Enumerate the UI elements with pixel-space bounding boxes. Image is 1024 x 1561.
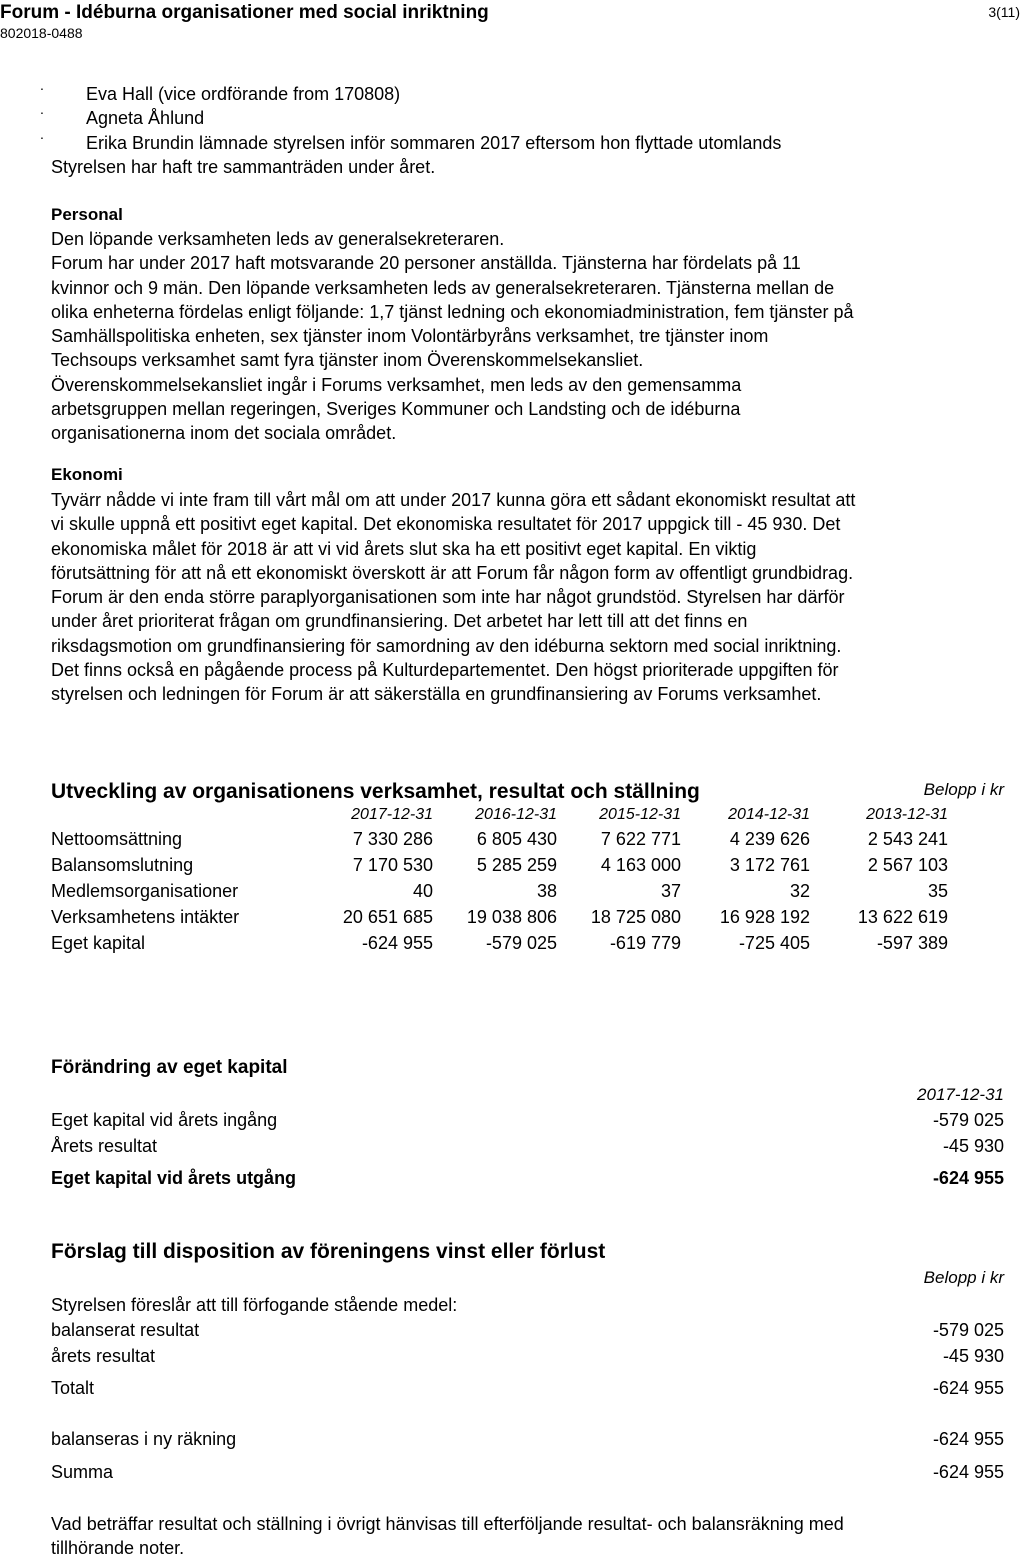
paragraph-line: arbetsgruppen mellan regeringen, Sveriges Kommuner och Landsting och de idéburna: [51, 399, 741, 420]
row-label: Eget kapital: [51, 932, 146, 953]
row-label: Medlemsorganisationer: [51, 880, 239, 901]
forandring-value: -45 930: [942, 1136, 1004, 1156]
board-member-item: Erika Brundin lämnade styrelsen inför sommaren 2017 eftersom hon flyttade utomlands: [86, 133, 782, 153]
paragraph-line: styrelsen och ledningen för Forum är att säkerställa en grundfinansiering av Forums verksamhet.: [51, 684, 822, 705]
table-cell: -597 389: [876, 932, 948, 953]
org-number: 802018-0488: [0, 25, 83, 41]
forslag-value: -624 955: [932, 1378, 1004, 1398]
row-label: Nettoomsättning: [51, 828, 183, 849]
paragraph-line: riksdagsmotion om grundfinansiering för samordning av den idéburna sektorn med social inriktning.: [51, 635, 842, 656]
paragraph-line: Forum är den enda större paraplyorganisationen som inte har något grundstöd. Styrelsen har därför: [51, 587, 845, 608]
forslag-label: balanserat resultat: [51, 1320, 200, 1340]
paragraph-line: under året prioriterat frågan om grundfinansiering. Det arbetet har lett till att det finns en: [51, 611, 748, 632]
personal-heading: Personal: [51, 205, 123, 224]
table-cell: 7 622 771: [600, 828, 681, 849]
paragraph-line: Vad beträffar resultat och ställning i övrigt hänvisas till efterföljande resultat- och balansräkning med: [51, 1514, 844, 1534]
row-label: Balansomslutning: [51, 854, 194, 875]
footer-text: [51, 1512, 844, 1561]
forslag-label: Totalt: [51, 1378, 95, 1398]
ekonomi-text: [51, 488, 855, 707]
table-cell: -579 025: [485, 932, 557, 953]
forslag-value: -624 955: [932, 1429, 1004, 1449]
table-row: [51, 904, 948, 930]
paragraph-line: vi skulle uppnå ett positivt eget kapital. Det ekonomiska resultatet för 2017 uppgick till - 45 930. Det: [51, 514, 841, 535]
forslag-label: balanseras i ny räkning: [51, 1429, 237, 1449]
forslag-label: Summa: [51, 1462, 114, 1482]
table-cell: 32: [789, 880, 810, 901]
table-cell: 6 805 430: [476, 828, 557, 849]
table-header-row: [51, 804, 948, 826]
utveckling-table: [51, 804, 948, 956]
forandring-label: Eget kapital vid årets ingång: [51, 1110, 278, 1130]
table-cell: 2 567 103: [867, 854, 948, 875]
paragraph-line: Techsoups verksamhet samt fyra tjänster inom Överenskommelsekansliet.: [51, 350, 644, 371]
forandring-date: 2017-12-31: [917, 1085, 1004, 1104]
paragraph-line: tillhörande noter.: [51, 1538, 185, 1559]
table-cell: 38: [536, 880, 557, 901]
column-date: 2015-12-31: [599, 806, 681, 823]
table-cell: 4 163 000: [600, 854, 681, 875]
personal-text: [51, 227, 854, 446]
table-cell: 2 543 241: [867, 828, 948, 849]
forandring-label: Årets resultat: [51, 1136, 158, 1156]
bullet-marker: ·: [39, 129, 45, 145]
column-date: 2017-12-31: [351, 806, 433, 823]
table-row: [51, 852, 948, 878]
board-member-item: Agneta Åhlund: [86, 108, 205, 128]
table-cell: -624 955: [361, 932, 433, 953]
paragraph-line: Forum har under 2017 haft motsvarande 20 personer anställda. Tjänsterna har fördelats på 11: [51, 253, 801, 274]
forandring-heading: Förändring av eget kapital: [51, 1057, 288, 1078]
table-cell: 35: [927, 880, 948, 901]
table-header-empty: [51, 804, 321, 826]
table-cell: 16 928 192: [719, 906, 810, 927]
forandring-value: -579 025: [932, 1110, 1004, 1130]
forslag-unit-label: Belopp i kr: [923, 1268, 1004, 1287]
paragraph-line: Överenskommelsekansliet ingår i Forums verksamhet, men leds av den gemensamma: [51, 374, 742, 395]
paragraph-line: ekonomiska målet för 2018 är att vi vid årets slut ska ha ett positivt eget kapital. En viktig: [51, 538, 757, 559]
utveckling-unit-label: Belopp i kr: [923, 780, 1004, 799]
bullet-marker: ·: [39, 104, 45, 120]
paragraph-line: förutsättning för att nå ett ekonomiskt överskott är att Forum får någon form av offentligt grundbidrag.: [51, 562, 854, 583]
paragraph-line: organisationerna inom det sociala området.: [51, 423, 397, 444]
table-cell: 19 038 806: [466, 906, 557, 927]
table-cell: 5 285 259: [476, 854, 557, 875]
table-row: [51, 878, 948, 904]
forandring-total-value: -624 955: [932, 1168, 1004, 1188]
forslag-value: -45 930: [942, 1346, 1004, 1366]
table-cell: 7 330 286: [352, 828, 433, 849]
forslag-value: -579 025: [932, 1320, 1004, 1340]
table-cell: -725 405: [738, 932, 810, 953]
table-cell: 18 725 080: [590, 906, 681, 927]
forslag-intro: Styrelsen föreslår att till förfogande stående medel:: [51, 1295, 458, 1315]
forslag-label: årets resultat: [51, 1346, 156, 1366]
document-title: Forum - Idéburna organisationer med social inriktning: [0, 2, 489, 23]
forslag-value: -624 955: [932, 1462, 1004, 1482]
forslag-heading: Förslag till disposition av föreningens vinst eller förlust: [51, 1240, 606, 1263]
table-cell: 37: [660, 880, 681, 901]
forandring-total-label: Eget kapital vid årets utgång: [51, 1168, 297, 1188]
table-cell: 20 651 685: [342, 906, 433, 927]
board-meetings-text: Styrelsen har haft tre sammanträden under året.: [51, 157, 436, 177]
column-date: 2016-12-31: [475, 806, 557, 823]
table-cell: -619 779: [609, 932, 681, 953]
table-cell: 13 622 619: [857, 906, 948, 927]
row-label: Verksamhetens intäkter: [51, 906, 240, 927]
table-cell: 7 170 530: [352, 854, 433, 875]
table-row: [51, 930, 948, 956]
paragraph-line: Tyvärr nådde vi inte fram till vårt mål om att under 2017 kunna göra ett sådant ekonomiskt resultat att: [51, 490, 856, 510]
table-cell: 3 172 761: [729, 854, 810, 875]
ekonomi-heading: Ekonomi: [51, 465, 123, 484]
utveckling-heading: Utveckling av organisationens verksamhet, resultat och ställning: [51, 780, 700, 803]
column-date: 2013-12-31: [866, 806, 948, 823]
table-cell: 4 239 626: [729, 828, 810, 849]
paragraph-line: kvinnor och 9 män. Den löpande verksamheten leds av generalsekreteraren. Tjänsterna mellan de: [51, 277, 835, 298]
table-cell: 40: [412, 880, 433, 901]
paragraph-line: Samhällspolitiska enheten, sex tjänster inom Volontärbyråns verksamhet, tre tjänster inom: [51, 326, 769, 347]
table-row: [51, 826, 948, 852]
paragraph-line: olika enheterna fördelas enligt följande: 1,7 tjänst ledning och ekonomiadministration, fem tjänster på: [51, 301, 854, 322]
bullet-marker: ·: [39, 80, 45, 96]
column-date: 2014-12-31: [728, 806, 810, 823]
page-number: 3(11): [988, 4, 1020, 20]
board-member-item: Eva Hall (vice ordförande from 170808): [86, 84, 401, 104]
paragraph-line: Det finns också en pågående process på Kulturdepartementet. Den högst prioriterade uppgiften för: [51, 660, 839, 681]
paragraph-line: Den löpande verksamheten leds av generalsekreteraren.: [51, 229, 505, 249]
